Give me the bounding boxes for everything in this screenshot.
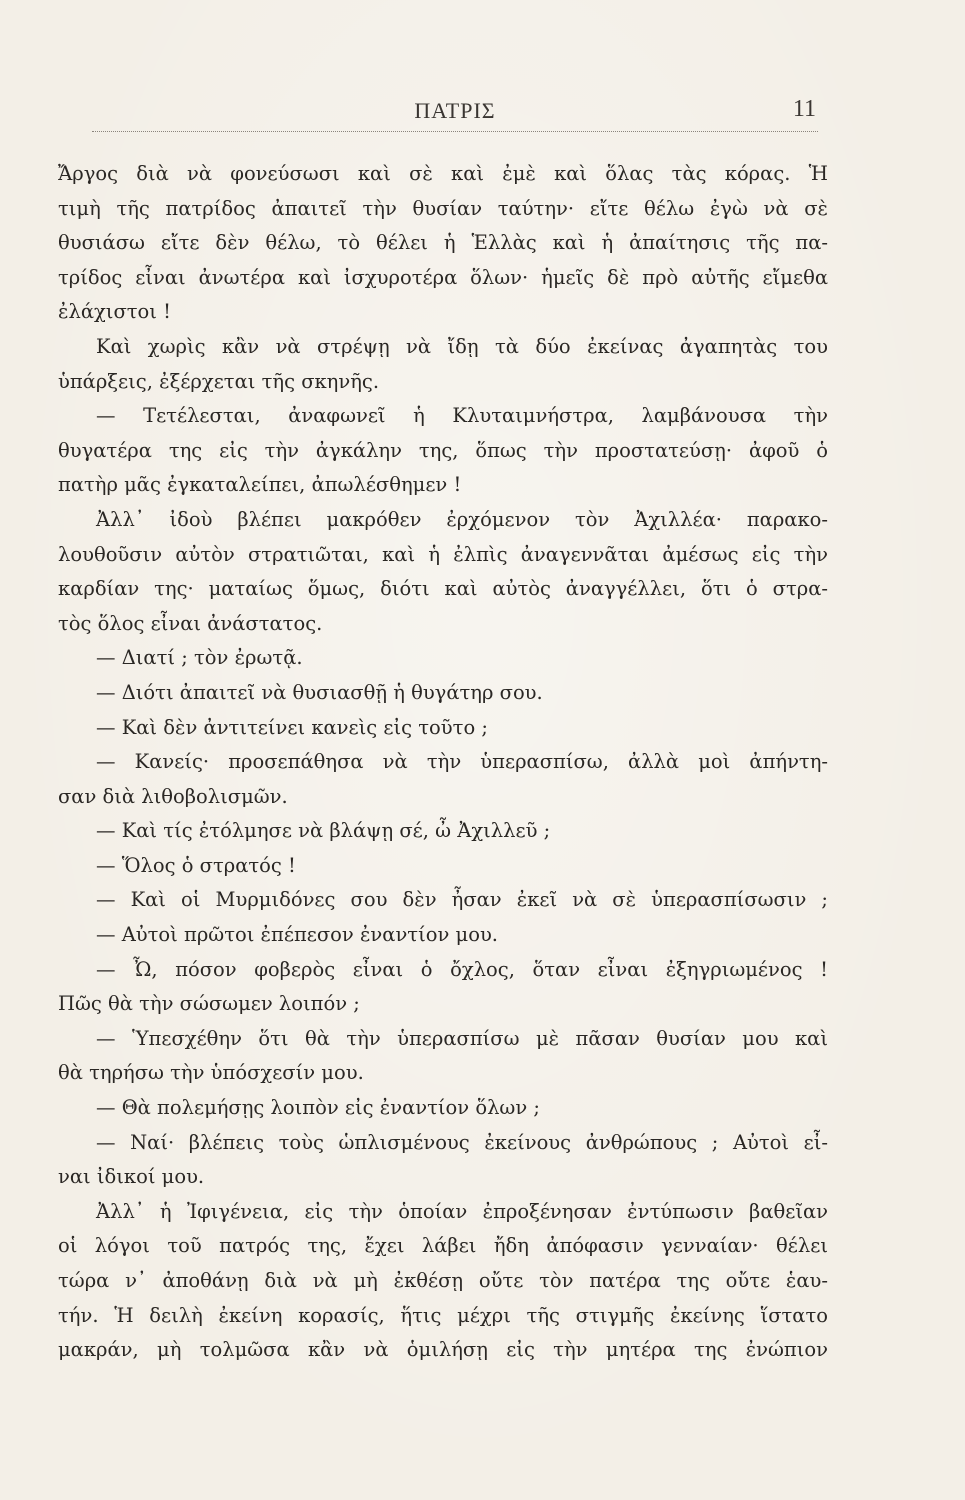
text-line: — Αὐτοὶ πρῶτοι ἐπέπεσον ἐναντίον μου. <box>96 923 498 947</box>
text-line: Ἄργος διὰ νὰ φονεύσωσι καὶ σὲ καὶ ἐμὲ καὶ ὅλας τὰς κόρας. Ἡ <box>58 162 828 185</box>
text-line: ἐλάχιστοι ! <box>58 300 171 324</box>
text-line: Ἀλλ᾽ ἰδοὺ βλέπει μακρόθεν ἐρχόμενον τὸν Ἀχιλλέα· παρακο- <box>96 507 828 531</box>
text-line: — Καὶ οἱ Μυρμιδόνες σου δὲν ἦσαν ἐκεῖ νὰ σὲ ὑπερασπίσωσιν ; <box>96 888 828 912</box>
text-line: ὑπάρξεις, ἐξέρχεται τῆς σκηνῆς. <box>58 369 380 393</box>
text-line: τώρα ν᾽ ἀποθάνῃ διὰ νὰ μὴ ἐκθέσῃ οὔτε τὸν πατέρα της οὔτε ἑαυ- <box>58 1269 828 1292</box>
text-line: Καὶ χωρὶς κἂν νὰ στρέψῃ νὰ ἴδῃ τὰ δύο ἐκείνας ἀγαπητὰς του <box>96 334 828 358</box>
text-line: σαν διὰ λιθοβολισμῶν. <box>58 784 288 808</box>
page-header <box>92 96 818 136</box>
text-line: οἱ λόγοι τοῦ πατρός της, ἔχει λάβει ἤδη ἀπόφασιν γενναίαν· θέλει <box>58 1234 828 1258</box>
text-line: τρίδος εἶναι ἀνωτέρα καὶ ἰσχυροτέρα ὅλων· ἡμεῖς δὲ πρὸ αὐτῆς εἴμεθα <box>58 265 828 289</box>
text-line: — Καὶ δὲν ἀντιτείνει κανεὶς εἰς τοῦτο ; <box>96 715 488 739</box>
text-line: τιμὴ τῆς πατρίδος ἀπαιτεῖ τὴν θυσίαν ταύτην· εἴτε θέλω ἐγὼ νὰ σὲ <box>58 196 828 220</box>
running-title: ΠΑΤΡΙΣ <box>414 98 496 123</box>
text-line: τὸς ὅλος εἶναι ἀνάστατος. <box>58 611 323 635</box>
text-line: θὰ τηρήσω τὴν ὑπόσχεσίν μου. <box>58 1061 364 1085</box>
text-line: τήν. Ἡ δειλὴ ἐκείνη κορασίς, ἥτις μέχρι τῆς στιγμῆς ἐκείνης ἵστατο <box>58 1303 828 1327</box>
page-number: 11 <box>792 96 816 122</box>
text-line: — Ὅλος ὁ στρατός ! <box>96 853 296 877</box>
text-line: πατὴρ μᾶς ἐγκαταλείπει, ἀπωλέσθημεν ! <box>58 473 462 497</box>
text-line: ναι ἰδικοί μου. <box>58 1165 205 1189</box>
text-line: — Κανείς· προσεπάθησα νὰ τὴν ὑπερασπίσω, ἀλλὰ μοὶ ἀπήντη- <box>96 750 828 774</box>
body-text <box>58 157 828 1368</box>
text-line: — Θὰ πολεμήσῃς λοιπὸν εἰς ἐναντίον ὅλων ; <box>96 1096 540 1120</box>
text-line: — Ὦ, πόσον φοβερὸς εἶναι ὁ ὄχλος, ὅταν εἶναι ἐξηγριωμένος ! <box>96 957 828 981</box>
text-line: θυσιάσω εἴτε δὲν θέλω, τὸ θέλει ἡ Ἑλλὰς καὶ ἡ ἀπαίτησις τῆς πα- <box>58 231 828 255</box>
text-line: — Τετέλεσται, ἀναφωνεῖ ἡ Κλυταιμνήστρα, λαμβάνουσα τὴν <box>96 404 828 428</box>
text-line: — Ὑπεσχέθην ὅτι θὰ τὴν ὑπερασπίσω μὲ πᾶσαν θυσίαν μου καὶ <box>96 1026 828 1050</box>
text-line: θυγατέρα της εἰς τὴν ἀγκάλην της, ὅπως τὴν προστατεύσῃ· ἀφοῦ ὁ <box>58 438 828 462</box>
text-line: μακράν, μὴ τολμῶσα κἂν νὰ ὁμιλήσῃ εἰς τὴν μητέρα της ἐνώπιον <box>58 1338 828 1362</box>
text-line: — Διότι ἀπαιτεῖ νὰ θυσιασθῇ ἡ θυγάτηρ σου. <box>96 680 543 704</box>
text-line: λουθοῦσιν αὐτὸν στρατιῶται, καὶ ἡ ἐλπὶς ἀναγεννᾶται ἀμέσως εἰς τὴν <box>58 542 828 566</box>
text-line: — Ναί· βλέπεις τοὺς ὡπλισμένους ἐκείνους ἀνθρώπους ; Αὐτοὶ εἶ- <box>96 1130 828 1154</box>
text-line: Πῶς θὰ τὴν σώσωμεν λοιπόν ; <box>58 992 360 1016</box>
text-line: καρδίαν της· ματαίως ὅμως, διότι καὶ αὐτὸς ἀναγγέλλει, ὅτι ὁ στρα- <box>58 577 828 601</box>
text-line: Ἀλλ᾽ ἡ Ἰφιγένεια, εἰς τὴν ὁποίαν ἐπροξένησαν ἐντύπωσιν βαθεῖαν <box>96 1199 828 1223</box>
text-line: — Διατί ; τὸν ἐρωτᾷ. <box>96 646 303 670</box>
header-rule <box>92 131 818 132</box>
text-line: — Καὶ τίς ἐτόλμησε νὰ βλάψῃ σέ, ὦ Ἀχιλλεῦ ; <box>96 819 551 843</box>
